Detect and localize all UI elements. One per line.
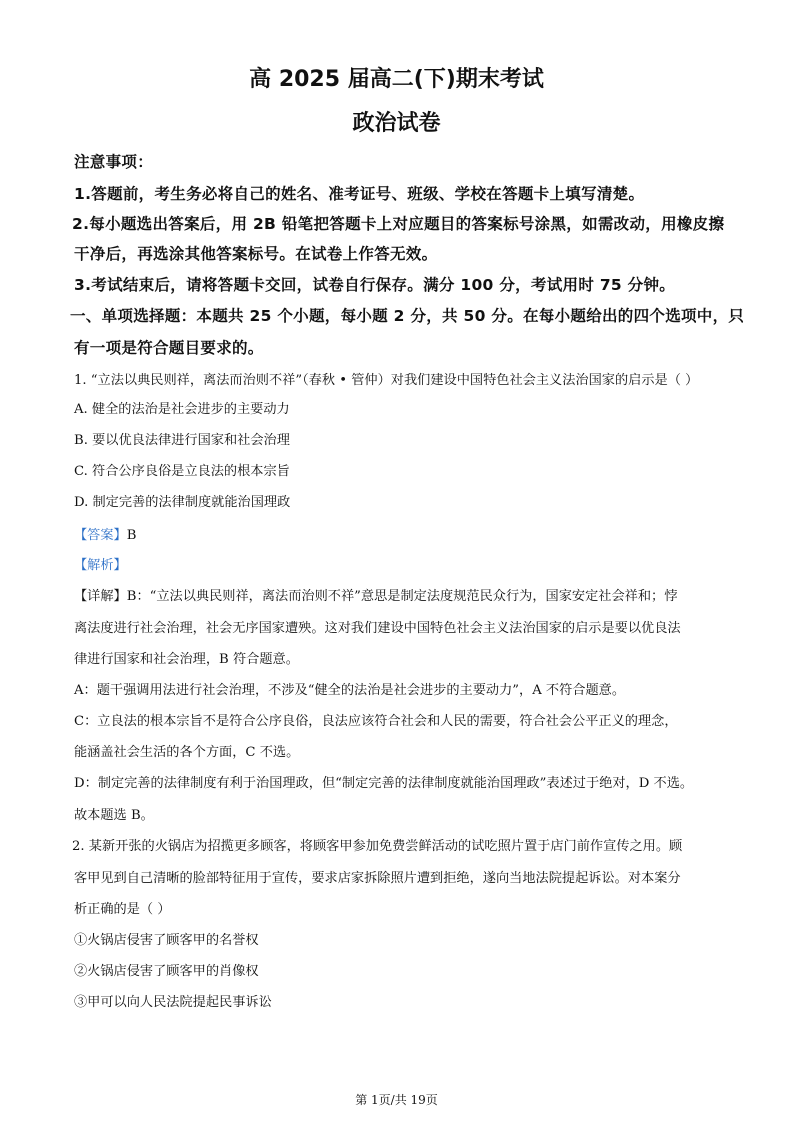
section-heading-line-1: 一、单项选择题：本题共 25 个小题，每小题 2 分，共 50 分。在每小题给出的四个选项中，只: [70, 307, 745, 325]
question-2-item-1: ①火锅店侵害了顾客甲的名誉权: [74, 933, 259, 948]
question-2-stem-line-1: 2. 某新开张的火锅店为招揽更多顾客，将顾客甲参加免费尝鲜活动的试吃照片置于店门前作宣传之用。顾: [72, 839, 683, 854]
question-2-item-3: ③甲可以向人民法院提起民事诉讼: [74, 995, 272, 1010]
question-1-option-c: C. 符合公序良俗是立良法的根本宗旨: [74, 464, 290, 479]
question-2-stem-line-3: 析正确的是（ ）: [74, 902, 171, 917]
section-heading-line-2: 有一项是符合题目要求的。: [74, 339, 264, 357]
detail-line-2: 离法度进行社会治理，社会无序国家遭殃。这对我们建设中国特色社会主义法治国家的启示是要以优良法: [74, 621, 681, 636]
analysis-tag: 【解析】: [74, 558, 127, 573]
answer-value: B: [126, 528, 137, 543]
answer-tag: 【答案】: [74, 528, 127, 543]
detail-line-3: 律进行国家和社会治理，B 符合题意。: [74, 652, 299, 667]
notice-heading: 注意事项：: [74, 153, 154, 171]
question-1-option-b: B. 要以优良法律进行国家和社会治理: [74, 433, 290, 448]
detail-line-8: 故本题选 B。: [74, 808, 154, 823]
question-2-item-2: ②火锅店侵害了顾客甲的肖像权: [74, 964, 259, 979]
notice-item-1: 1.答题前，考生务必将自己的姓名、准考证号、班级、学校在答题卡上填写清楚。: [74, 185, 645, 203]
detail-line-1: 【详解】B：“立法以典民则祥，离法而治则不祥”意思是制定法度规范民众行为，国家安定社会祥和；悖: [74, 589, 678, 604]
question-1-option-d: D. 制定完善的法律制度就能治国理政: [74, 495, 291, 510]
answer-line: [74, 524, 136, 543]
detail-line-5: C：立良法的根本宗旨不是符合公序良俗，良法应该符合社会和人民的需要，符合社会公平正义的理念，: [74, 714, 678, 729]
question-1-option-a: A. 健全的法治是社会进步的主要动力: [74, 402, 290, 417]
detail-line-6: 能涵盖社会生活的各个方面，C 不选。: [74, 745, 300, 760]
notice-item-2-line-2: 干净后，再选涂其他答案标号。在试卷上作答无效。: [74, 245, 438, 263]
page-title: 高 2025 届高二(下)期末考试: [249, 67, 544, 92]
detail-line-7: D：制定完善的法律制度有利于治国理政，但“制定完善的法律制度就能治国理政”表述过于绝对，D 不选。: [74, 776, 694, 791]
detail-line-4: A：题干强调用法进行社会治理，不涉及“健全的法治是社会进步的主要动力”，A 不符合题意。: [74, 683, 626, 698]
question-2-stem-line-2: 客甲见到自己清晰的脸部特征用于宣传，要求店家拆除照片遭到拒绝，遂向当地法院提起诉讼。对本案分: [74, 871, 681, 886]
question-1-stem: 1. “立法以典民则祥，离法而治则不祥”（春秋 • 管仲）对我们建设中国特色社会主义法治国家的启示是（ ）: [74, 373, 699, 388]
notice-item-3: 3.考试结束后，请将答题卡交回，试卷自行保存。满分 100 分，考试用时 75 分钟。: [74, 276, 676, 294]
notice-item-2-line-1: 2.每小题选出答案后，用 2B 铅笔把答题卡上对应题目的答案标号涂黑，如需改动，用橡皮擦: [72, 215, 725, 233]
page-subtitle: 政治试卷: [352, 111, 441, 136]
page-footer: 第 1页/共 19页: [355, 1093, 438, 1107]
